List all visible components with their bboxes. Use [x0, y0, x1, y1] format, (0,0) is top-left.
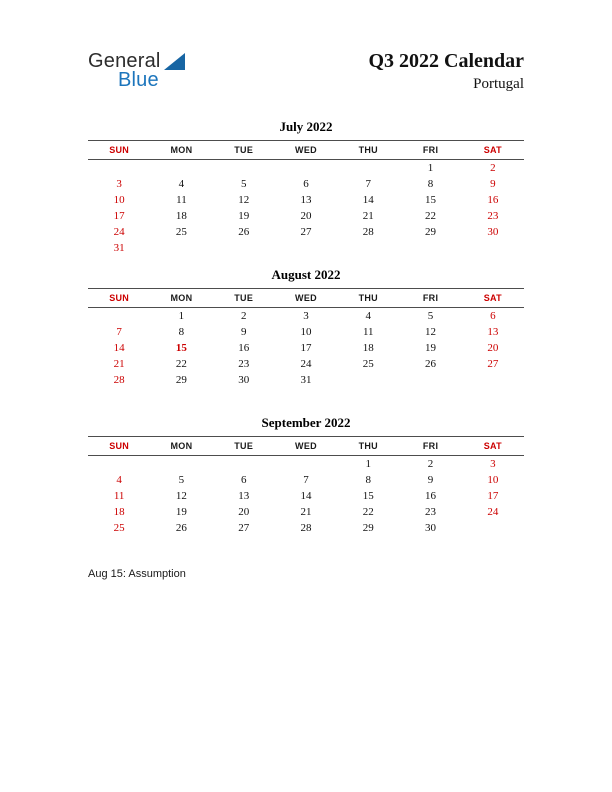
date-cell: 21 [300, 506, 312, 518]
empty-cell [275, 160, 337, 177]
date-cell: 10 [113, 194, 125, 206]
empty-cell [462, 372, 524, 388]
date-cell: 19 [238, 210, 250, 222]
date-cell: 15 [362, 490, 374, 502]
date-cell: 13 [487, 326, 499, 338]
weekday-header-row [88, 289, 524, 308]
date-cell: 9 [490, 178, 496, 190]
date-cell: 30 [425, 522, 437, 534]
weekday-header-sun: SUN [88, 289, 150, 308]
date-cell: 7 [303, 474, 309, 486]
weekday-header-sat: SAT [462, 289, 524, 308]
date-cell: 17 [300, 342, 312, 354]
date-cell: 1 [365, 458, 372, 470]
date-cell: 4 [178, 178, 185, 190]
weekday-header-tue: TUE [213, 289, 275, 308]
date-cell: 8 [365, 474, 372, 486]
week-row [88, 224, 524, 240]
date-cell: 26 [425, 358, 437, 370]
date-cell: 30 [487, 226, 499, 238]
week-row [88, 192, 524, 208]
date-cell: 12 [425, 326, 437, 338]
logo-triangle-icon [164, 53, 185, 70]
week-row [88, 520, 524, 536]
date-cell: 14 [300, 490, 312, 502]
date-cell: 8 [178, 326, 185, 338]
weekday-header-fri: FRI [399, 141, 461, 160]
empty-cell [150, 240, 212, 256]
date-cell: 20 [300, 210, 312, 222]
empty-cell [337, 372, 399, 388]
empty-cell [275, 240, 337, 256]
date-cell: 16 [425, 490, 437, 502]
month-july-2022 [88, 119, 524, 267]
date-cell: 12 [175, 490, 187, 502]
date-cell: 29 [175, 374, 187, 386]
weekday-header-sat: SAT [462, 141, 524, 160]
month-title: July 2022 [279, 119, 333, 134]
date-cell: 29 [362, 522, 374, 534]
date-cell: 28 [113, 374, 125, 386]
date-cell: 4 [365, 310, 372, 322]
empty-cell [150, 160, 212, 177]
empty-cell [462, 520, 524, 536]
page-title: Q3 2022 Calendar [368, 50, 524, 72]
date-cell: 10 [487, 474, 499, 486]
date-cell: 21 [362, 210, 374, 222]
date-cell: 10 [300, 326, 312, 338]
date-cell: 22 [425, 210, 437, 222]
empty-cell [213, 240, 275, 256]
week-row [88, 308, 524, 325]
weekday-header-wed: WED [275, 141, 337, 160]
date-cell: 29 [425, 226, 437, 238]
date-cell: 6 [490, 310, 496, 322]
date-cell: 24 [113, 226, 125, 238]
date-cell: 5 [427, 310, 434, 322]
date-cell: 9 [427, 474, 434, 486]
weekday-header-wed: WED [275, 437, 337, 456]
date-cell: 18 [175, 210, 187, 222]
page-subtitle: Portugal [473, 76, 524, 92]
date-cell: 31 [113, 242, 125, 254]
date-cell: 22 [362, 506, 374, 518]
date-cell: 18 [113, 506, 125, 518]
date-cell: 23 [425, 506, 437, 518]
date-cell: 3 [116, 178, 122, 190]
empty-cell [213, 456, 275, 473]
date-cell: 24 [487, 506, 499, 518]
date-cell: 4 [116, 474, 122, 486]
date-cell: 6 [240, 474, 247, 486]
date-cell: 5 [178, 474, 185, 486]
date-cell: 27 [238, 522, 250, 534]
date-cell: 24 [300, 358, 312, 370]
week-row [88, 340, 524, 356]
empty-cell [399, 372, 461, 388]
weekday-header-thu: THU [337, 289, 399, 308]
logo-text-general: General [88, 50, 161, 72]
empty-cell [88, 160, 150, 177]
months [88, 119, 524, 563]
month-table [88, 436, 524, 536]
empty-cell [88, 456, 150, 473]
weekday-header-fri: FRI [399, 437, 461, 456]
date-cell: 21 [113, 358, 125, 370]
weekday-header-sun: SUN [88, 437, 150, 456]
week-row [88, 324, 524, 340]
date-cell: 26 [238, 226, 250, 238]
date-cell: 25 [362, 358, 374, 370]
date-cell: 25 [113, 522, 125, 534]
date-cell: 14 [362, 194, 374, 206]
date-cell: 19 [425, 342, 437, 354]
weekday-header-mon: MON [150, 141, 212, 160]
weekday-header-sun: SUN [88, 141, 150, 160]
date-cell: 16 [238, 342, 250, 354]
week-row [88, 356, 524, 372]
date-cell: 30 [238, 374, 250, 386]
weekday-header-mon: MON [150, 437, 212, 456]
date-cell: 7 [116, 326, 122, 338]
month-title: September 2022 [261, 415, 351, 430]
date-cell: 25 [175, 226, 187, 238]
date-cell: 6 [303, 178, 309, 190]
week-row [88, 472, 524, 488]
logo-text-blue: Blue [118, 69, 159, 91]
date-cell: 11 [362, 326, 374, 338]
date-cell: 19 [175, 506, 187, 518]
weekday-header-row [88, 141, 524, 160]
holiday-footnote: Aug 15: Assumption [88, 568, 186, 580]
weekday-header-tue: TUE [213, 437, 275, 456]
date-cell: 28 [300, 522, 312, 534]
date-cell: 13 [238, 490, 250, 502]
empty-cell [213, 160, 275, 177]
title-block [368, 50, 524, 93]
weekday-header-thu: THU [337, 437, 399, 456]
empty-cell [88, 308, 150, 325]
weekday-header-tue: TUE [213, 141, 275, 160]
date-cell: 22 [175, 358, 187, 370]
date-cell: 23 [238, 358, 250, 370]
weekday-header-row [88, 437, 524, 456]
date-cell: 7 [365, 178, 372, 190]
date-cell: 11 [113, 490, 125, 502]
date-cell: 3 [490, 458, 496, 470]
date-cell: 1 [178, 310, 185, 322]
weekday-header-thu: THU [337, 141, 399, 160]
date-cell: 2 [490, 162, 496, 174]
date-cell: 20 [487, 342, 499, 354]
date-cell: 1 [427, 162, 434, 174]
date-cell: 18 [362, 342, 374, 354]
date-cell: 9 [240, 326, 247, 338]
weekday-header-sat: SAT [462, 437, 524, 456]
week-row [88, 176, 524, 192]
weekday-header-fri: FRI [399, 289, 461, 308]
date-cell: 27 [300, 226, 312, 238]
date-cell: 13 [300, 194, 312, 206]
date-cell: 3 [303, 310, 309, 322]
empty-cell [337, 160, 399, 177]
date-cell: 2 [240, 310, 247, 322]
week-row [88, 160, 524, 177]
date-cell: 14 [113, 342, 125, 354]
date-cell: 23 [487, 210, 499, 222]
week-row [88, 208, 524, 224]
month-title: August 2022 [271, 267, 341, 282]
empty-cell [150, 456, 212, 473]
month-table [88, 288, 524, 388]
month-september-2022 [88, 415, 524, 563]
empty-cell [399, 240, 461, 256]
week-row [88, 240, 524, 256]
date-cell: 5 [240, 178, 247, 190]
weekday-header-mon: MON [150, 289, 212, 308]
date-cell: 11 [176, 194, 187, 206]
page-header [88, 0, 524, 93]
week-row [88, 372, 524, 388]
date-cell: 26 [175, 522, 187, 534]
date-cell: 2 [427, 458, 434, 470]
week-row [88, 504, 524, 520]
date-cell: 27 [487, 358, 499, 370]
month-august-2022 [88, 267, 524, 415]
date-cell: 17 [113, 210, 125, 222]
month-table [88, 140, 524, 256]
date-cell: 15 [425, 194, 437, 206]
empty-cell [275, 456, 337, 473]
date-cell: 20 [238, 506, 250, 518]
date-cell: 16 [487, 194, 499, 206]
week-row [88, 488, 524, 504]
date-cell: 8 [427, 178, 434, 190]
empty-cell [337, 240, 399, 256]
date-cell: 28 [362, 226, 374, 238]
date-cell: 17 [487, 490, 499, 502]
date-cell: 12 [238, 194, 250, 206]
general-blue-logo [88, 50, 185, 91]
week-row [88, 456, 524, 473]
date-cell: 31 [300, 374, 312, 386]
empty-cell [462, 240, 524, 256]
date-cell: 15 [175, 342, 187, 354]
weekday-header-wed: WED [275, 289, 337, 308]
